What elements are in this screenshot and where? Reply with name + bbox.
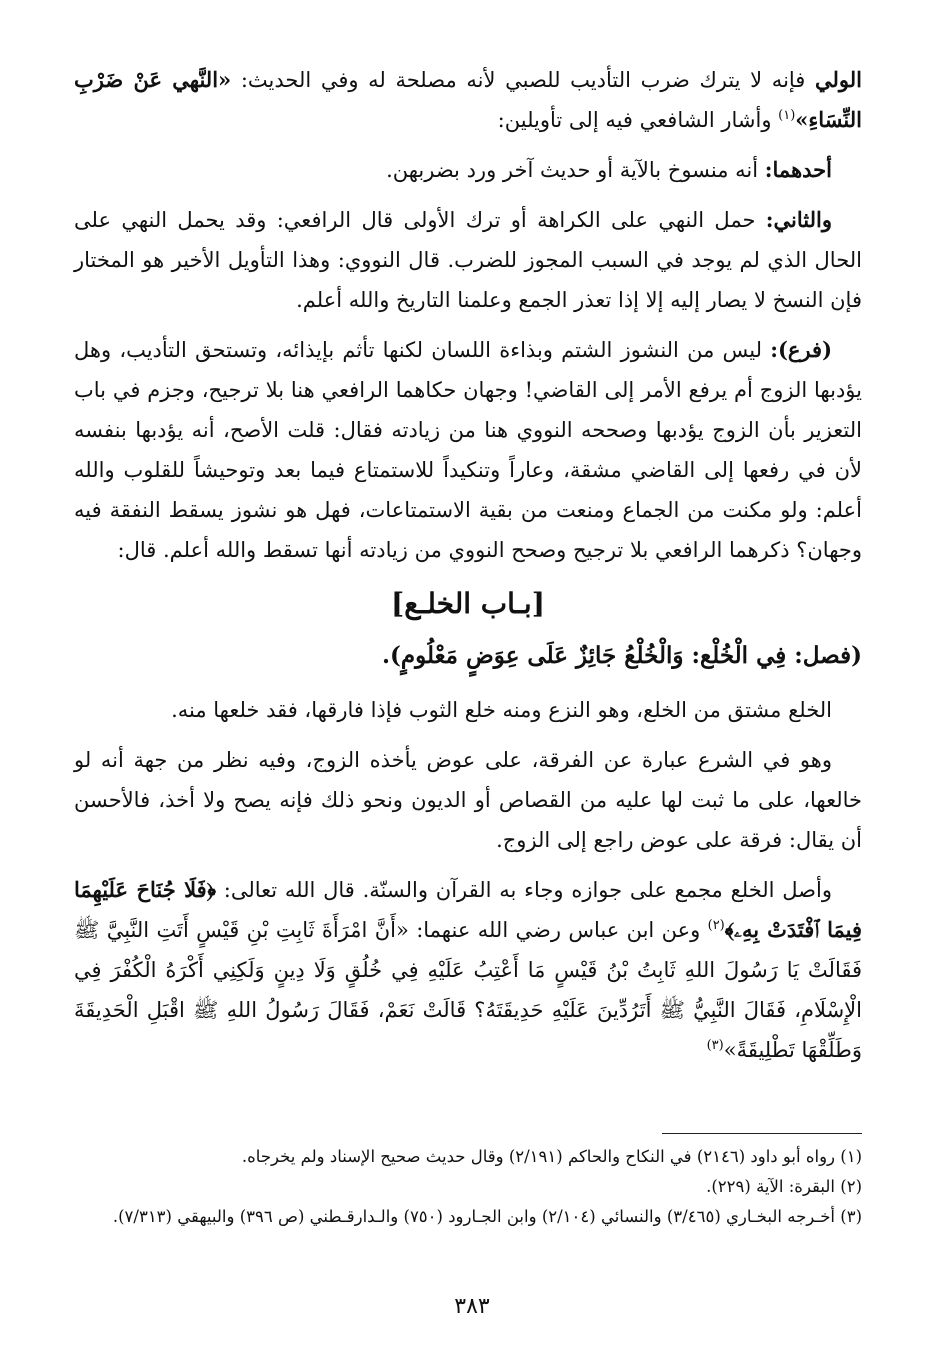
footnote-ref-1: (١) (778, 108, 796, 123)
paragraph-6: وهو في الشرع عبارة عن الفرقة، على عوض يأخذه الزوج، وفيه نظر من جهة أنه لو خالعها، على ما ثبت لها عليه من القصاص أو الديون ونحو ذلك فإنه يصح ولا أخذ، فالأحسن أن يقال: فرقة على عوض راجع إلى الزوج. (74, 748, 862, 852)
section-heading (74, 636, 862, 676)
lead-word: (فرع): (770, 337, 832, 362)
paragraph-7 (74, 870, 862, 1070)
paragraph-2 (74, 150, 862, 190)
hadith-quote: «أَنَّ امْرَأَةَ ثَابِتِ بْنِ قَيْسٍ أَتَتِ النَّبِيَّ ﷺ فَقَالَتْ يَا رَسُولَ اللهِ ثَابِتُ بْنُ قَيْسٍ مَا أَعْتِبُ عَلَيْهِ فِي خُلُقٍ وَلَا دِينٍ وَلَكِنِي أَكْرَهُ الْكُفْرَ فِي الْإِسْلَامِ، فَقَالَ النَّبِيُّ ﷺ أَتَرُدِّينَ عَلَيْهِ حَدِيقَتَهُ؟ قَالَتْ نَعَمْ، فَقَالَ رَسُولُ اللهِ ﷺ اقْبَلِ الْحَدِيقَةَ وَطَلِّقْهَا تَطْلِيقَةً» (74, 918, 862, 1062)
section-text: فِي الْخُلْع: وَالْخُلْعُ جَائِزٌ عَلَى عِوَضٍ مَعْلُومٍ (400, 642, 787, 669)
footnote-ref-3: (٣) (706, 1038, 724, 1053)
main-text (74, 60, 862, 1080)
paragraph-text: وأصل الخلع مجمع على جوازه وجاء به القرآن والسنّة. قال الله تعالى: (216, 878, 832, 902)
footnote-divider (662, 1133, 862, 1134)
paragraph-5: الخلع مشتق من الخلع، وهو النزع ومنه خلع الثوب فإذا فارقها، فقد خلعها منه. (171, 698, 832, 722)
footnotes (74, 1142, 862, 1232)
paragraph-text-tail: وأشار الشافعي فيه إلى تأويلين: (497, 108, 779, 132)
footnote-2: (٢) البقرة: الآية (٢٢٩). (706, 1177, 862, 1196)
section-close: ). (381, 642, 401, 669)
section-open: (فصل: (786, 642, 862, 669)
page-number: ٣٨٣ (454, 1294, 490, 1319)
footnote-1: (١) رواه أبو داود (٢١٤٦) في النكاح والحاكم (٢/١٩١) وقال حديث صحيح الإسناد ولم يخرجاه. (241, 1147, 862, 1166)
paragraph-text: أنه منسوخ بالآية أو حديث آخر ورد بضربهن. (386, 158, 765, 182)
quran-quote: ﴿فَلَا جُنَاحَ عَلَيْهِمَا فِيمَا ٱفْتَدَتْ بِهِۦ﴾ (74, 877, 863, 942)
footnote-3: (٣) أخـرجه البخـاري (٣/٤٦٥) والنسائي (٢/١٠٤) وابن الجـارود (٧٥٠) والـدارقـطني (ص ٣٩٦) والبيهقي (٧/٣١٣). (112, 1207, 862, 1226)
hadith-quote: «النَّهي عَنْ ضَرْبِ النِّسَاءِ» (74, 67, 862, 132)
paragraph-4 (74, 330, 862, 570)
paragraph-text: فإنه لا يترك ضرب التأديب للصبي لأنه مصلحة له وفي الحديث: (231, 68, 816, 92)
paragraph-3 (74, 200, 862, 320)
lead-word: أحدهما: (764, 157, 832, 182)
lead-word: والثاني: (765, 207, 832, 232)
chapter-title: [بـاب الخلـع] (391, 587, 545, 620)
paragraph-text: ليس من النشوز الشتم وبذاءة اللسان لكنها تأثم بإيذائه، وتستحق التأديب، وهل يؤدبها الزوج أم يرفع الأمر إلى القاضي! وجهان حكاهما الرافعي هنا بلا ترجيح، وجزم في باب التعزير بأن الزوج يؤدبها وصححه النووي هنا من زيادته فقال: قلت الأصح، أنه يؤدبها بنفسه لأن في رفعها إلى القاضي مشقة، وعاراً وتنكيداً للاستمتاع فيما بعد وتوحيشاً للقلوب والله أعلم: ولو مكنت من الجماع ومنعت من بقية الاستمتاعات، فهل هو نشوز يسقط النفقة فيه وجهان؟ ذكرهما الرافعي بلا ترجيح وصحح النووي من زيادته أنها تسقط والله أعلم. قال: (74, 338, 862, 562)
footnote-ref-2: (٢) (707, 918, 725, 933)
paragraph-1 (74, 60, 862, 140)
paragraph-text: وعن ابن عباس رضي الله عنهما: (408, 918, 708, 942)
paragraph-text: حمل النهي على الكراهة أو ترك الأولى قال الرافعي: وقد يحمل النهي على الحال الذي لم يوجد في السبب المجوز للضرب. قال النووي: وهذا التأويل الأخير هو المختار فإن النسخ لا يصار إليه إلا إذا تعذر الجمع وعلمنا التاريخ والله أعلم. (74, 208, 862, 312)
lead-word: الولي (815, 67, 862, 92)
